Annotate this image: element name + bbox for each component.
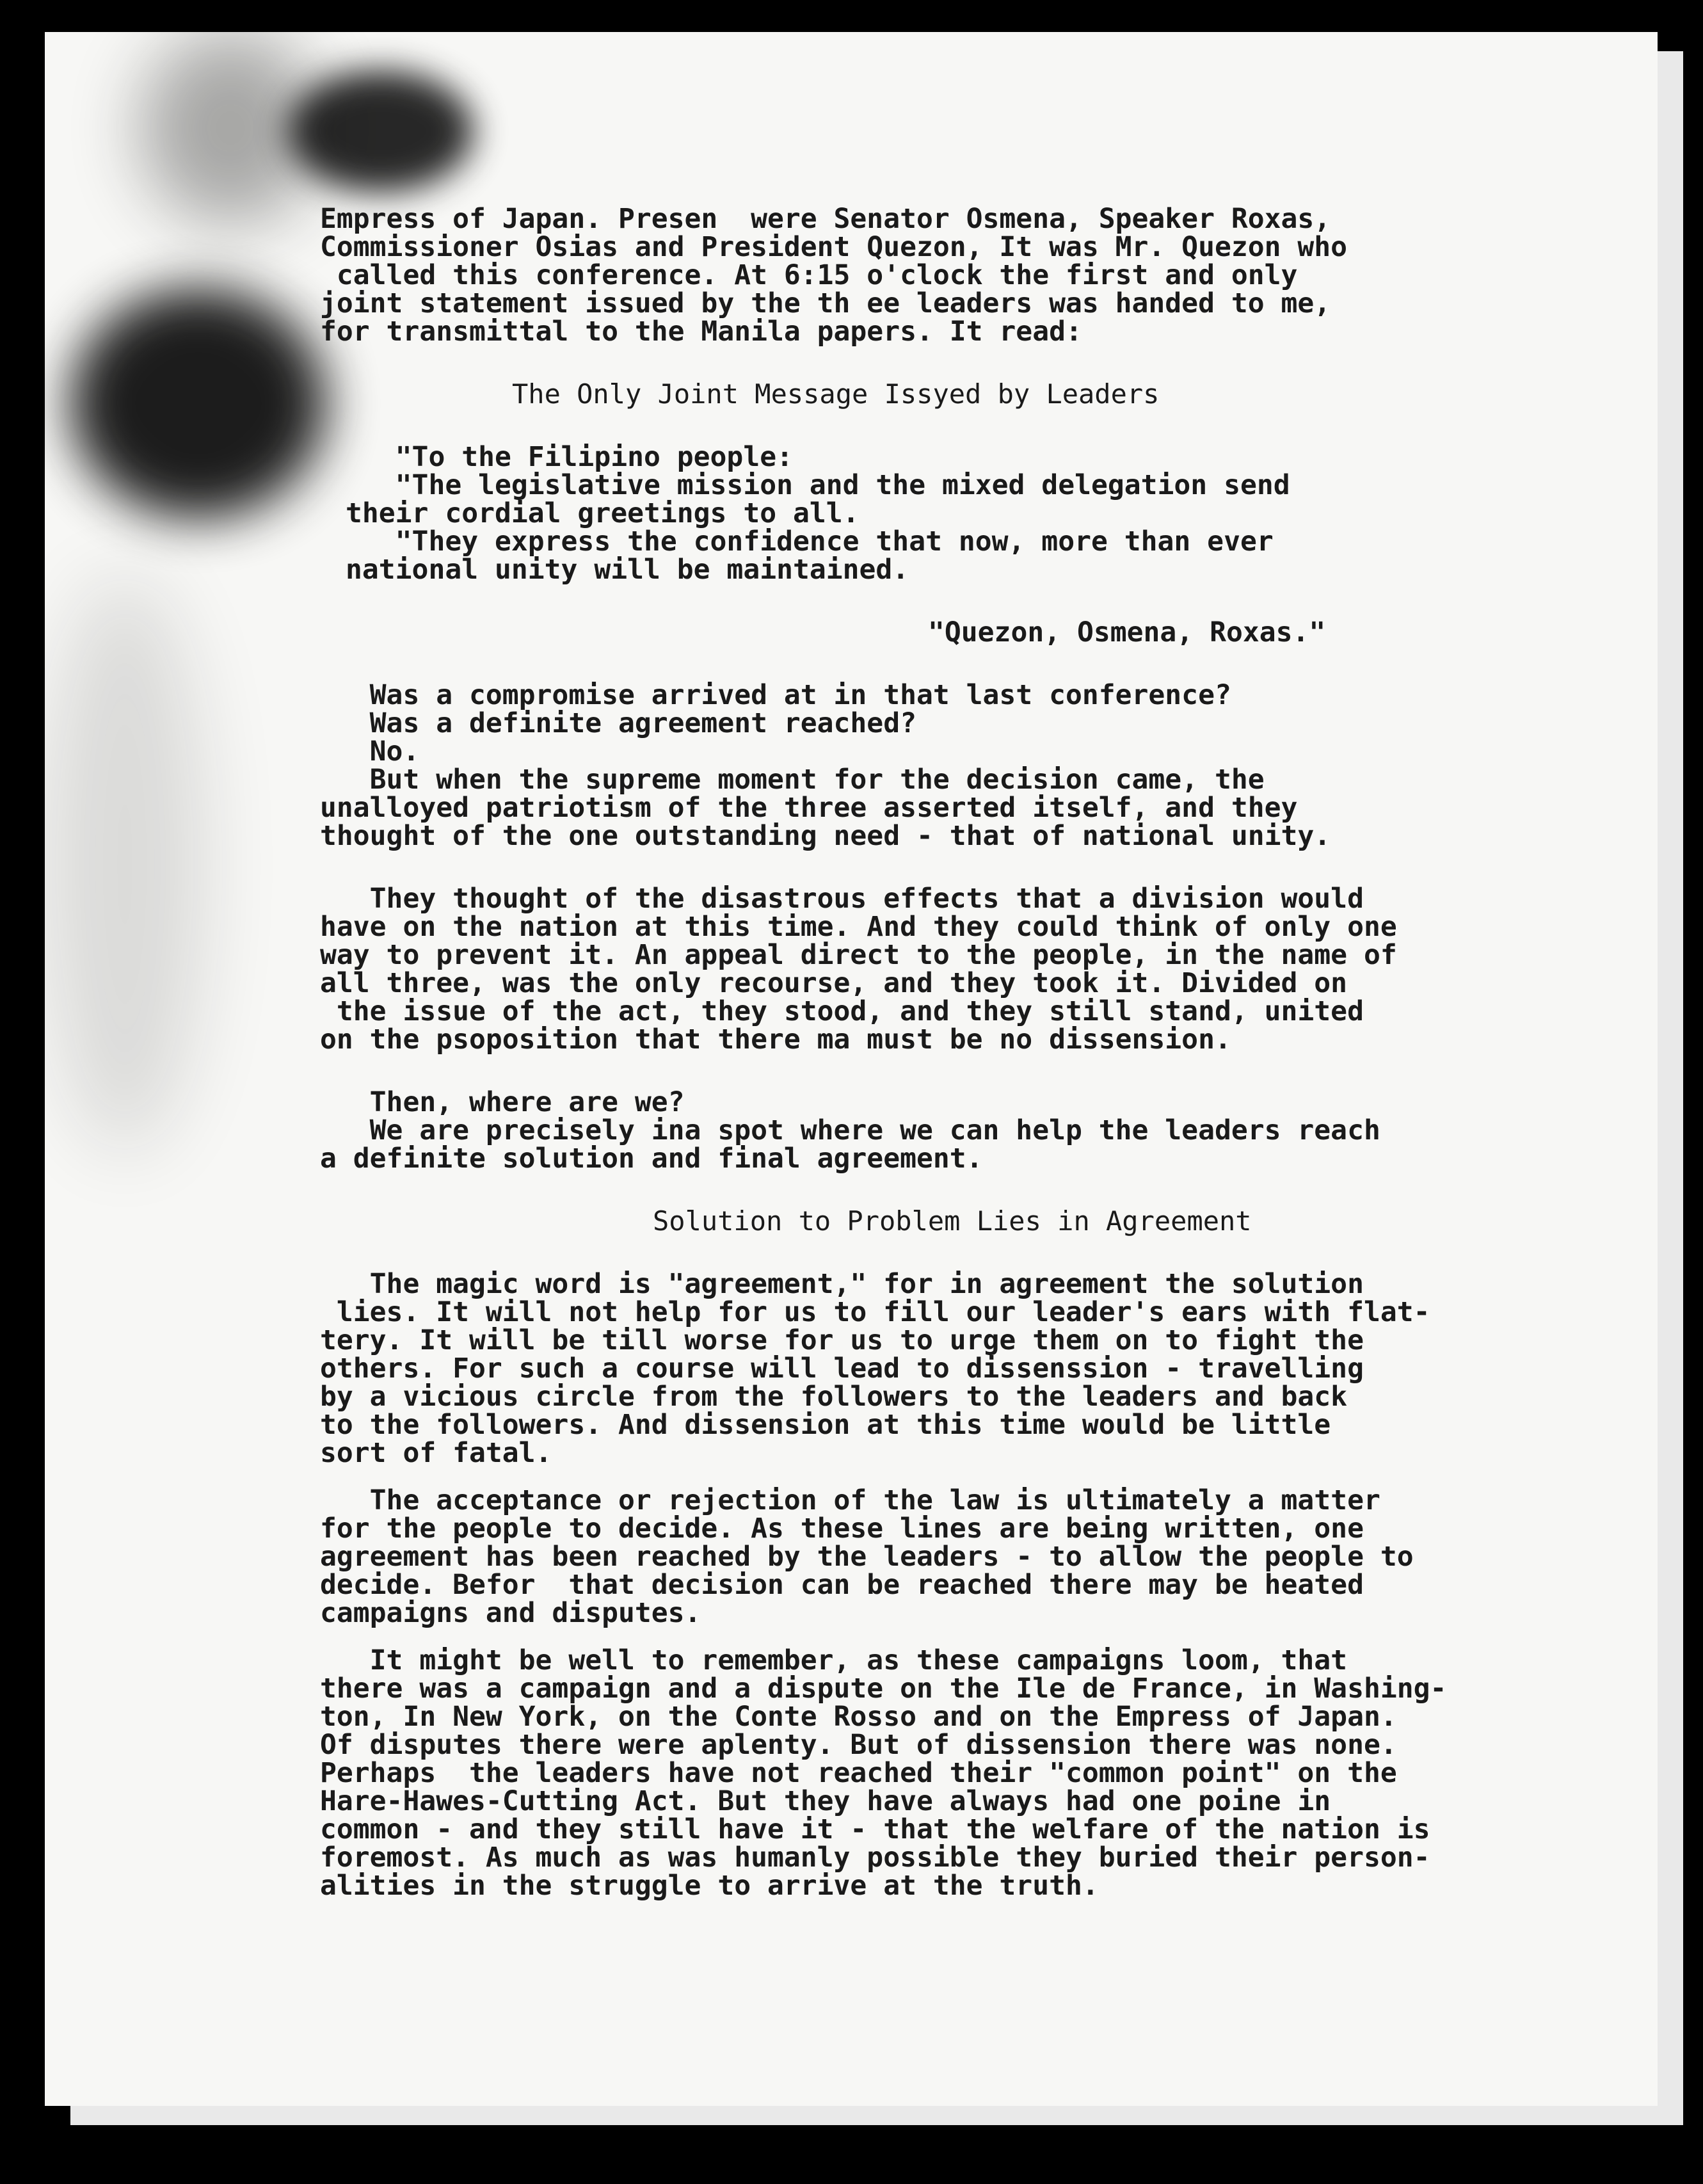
- paper-shadow: [45, 576, 205, 1152]
- text-line: The magic word is "agreement," for in agreement the solution: [320, 1268, 1364, 1300]
- text-line: Then, where are we?: [320, 1086, 685, 1118]
- text-line: No.: [320, 735, 420, 767]
- paragraph: [320, 1486, 1638, 1627]
- text-line: their cordial greetings to all.: [346, 497, 859, 529]
- typewritten-text: [320, 205, 1638, 1900]
- text-line: by a vicious circle from the followers to the leaders and back: [320, 1381, 1348, 1413]
- text-line: Perhaps the leaders have not reached their "common point" on the: [320, 1757, 1397, 1789]
- text-line: But when the supreme moment for the decision came, the: [320, 764, 1265, 796]
- intro-paragraph: [320, 205, 1638, 346]
- text-line: Was a definite agreement reached?: [320, 707, 916, 739]
- text-line: decide. Befor that decision can be reached there may be heated: [320, 1569, 1364, 1601]
- text-line: The acceptance or rejection of the law is ultimately a matter: [320, 1484, 1380, 1516]
- text-line: joint statement issued by the th ee leaders was handed to me,: [320, 287, 1331, 319]
- text-line: a definite solution and final agreement.: [320, 1143, 983, 1175]
- text-line: tery. It will be till worse for us to urge them on to fight the: [320, 1324, 1364, 1356]
- text-line: "The legislative mission and the mixed delegation send: [346, 469, 1290, 501]
- text-line: Commissioner Osias and President Quezon, It was Mr. Quezon who: [320, 231, 1348, 263]
- section-heading: Solution to Problem Lies in Agreement: [653, 1205, 1252, 1237]
- text-line: way to prevent it. An appeal direct to the people, in the name of: [320, 939, 1397, 971]
- text-line: national unity will be maintained.: [346, 554, 909, 586]
- text-line: called this conference. At 6:15 o'clock the first and only: [320, 259, 1298, 291]
- text-line: alities in the struggle to arrive at the truth.: [320, 1870, 1099, 1902]
- text-line: We are precisely ina spot where we can help the leaders reach: [320, 1114, 1380, 1146]
- text-line: to the followers. And dissension at this time would be little: [320, 1409, 1331, 1441]
- text-line: thought of the one outstanding need - that of national unity.: [320, 820, 1331, 852]
- paragraph: [320, 1088, 1638, 1173]
- text-line: agreement has been reached by the leaders - to allow the people to: [320, 1541, 1414, 1573]
- text-line: for the people to decide. As these lines are being written, one: [320, 1513, 1364, 1545]
- text-line: others. For such a course will lead to dissenssion - travelling: [320, 1353, 1364, 1385]
- text-line: campaigns and disputes.: [320, 1597, 701, 1629]
- text-line: foremost. As much as was humanly possible they buried their person-: [320, 1842, 1430, 1874]
- questions-paragraph: [320, 681, 1638, 850]
- text-line: Empress of Japan. Presen were Senator Osmena, Speaker Roxas,: [320, 203, 1331, 235]
- text-line: Was a compromise arrived at in that last conference?: [320, 679, 1231, 711]
- text-line: unalloyed patriotism of the three asserted itself, and they: [320, 792, 1298, 824]
- text-line: common - and they still have it - that the welfare of the nation is: [320, 1813, 1430, 1845]
- text-line: ton, In New York, on the Conte Rosso and on the Empress of Japan.: [320, 1701, 1397, 1733]
- ink-smudge: [70, 288, 326, 518]
- section-heading: The Only Joint Message Issyed by Leaders: [512, 378, 1160, 410]
- text-line: the issue of the act, they stood, and they still stand, united: [320, 995, 1364, 1027]
- signature: "Quezon, Osmena, Roxas.": [928, 616, 1326, 648]
- text-line: for transmittal to the Manila papers. It read:: [320, 316, 1082, 348]
- text-line: have on the nation at this time. And they could think of only one: [320, 911, 1397, 943]
- text-line: sort of fatal.: [320, 1437, 552, 1469]
- text-line: there was a campaign and a dispute on the Ile de France, in Washing-: [320, 1673, 1447, 1705]
- text-line: It might be well to remember, as these campaigns loom, that: [320, 1644, 1348, 1676]
- document-page: [45, 32, 1658, 2106]
- text-line: all three, was the only recourse, and they took it. Divided on: [320, 967, 1348, 999]
- text-line: Hare-Hawes-Cutting Act. But they have always had one poine in: [320, 1785, 1331, 1817]
- paragraph: [320, 1270, 1638, 1467]
- paragraph: [320, 1646, 1638, 1900]
- text-line: on the psoposition that there ma must be no dissension.: [320, 1024, 1231, 1056]
- paragraph: [320, 885, 1638, 1054]
- text-line: "They express the confidence that now, more than ever: [346, 526, 1274, 558]
- text-line: lies. It will not help for us to fill our leader's ears with flat-: [320, 1296, 1430, 1328]
- ink-smudge: [288, 70, 474, 192]
- text-line: They thought of the disastrous effects that a division would: [320, 883, 1364, 915]
- joint-message: [320, 443, 1638, 584]
- text-line: Of disputes there were aplenty. But of dissension there was none.: [320, 1729, 1397, 1761]
- text-line: "To the Filipino people:: [346, 441, 793, 473]
